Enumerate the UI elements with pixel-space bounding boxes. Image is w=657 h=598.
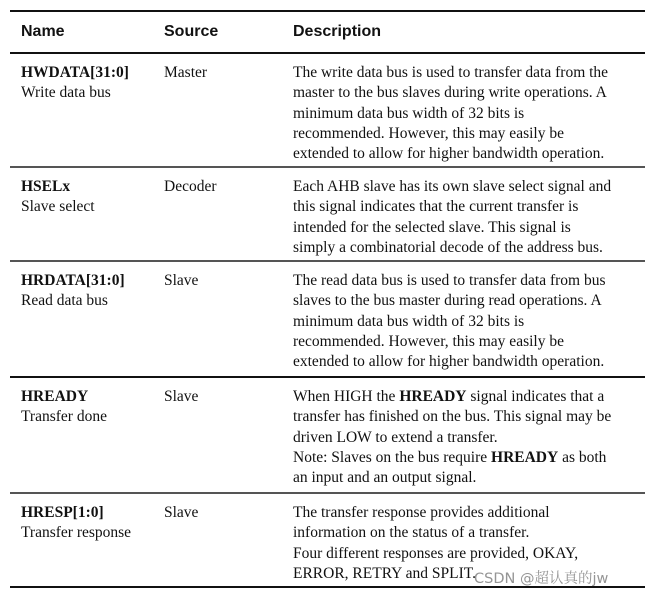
watermark: CSDN @超认真的jw: [474, 571, 609, 587]
text-run: as both: [558, 448, 607, 466]
signal-table: [10, 10, 645, 588]
description-line: Each AHB slave has its own slave select signal and: [293, 178, 612, 195]
description-line: The transfer response provides additional: [293, 504, 550, 521]
header-description: Description: [293, 23, 382, 40]
description-line: extended to allow for higher bandwidth operation.: [293, 145, 605, 163]
header-source: Source: [164, 23, 219, 40]
signal-label: Transfer response: [21, 524, 132, 542]
signal-name-cell: [21, 503, 161, 544]
table-row: [10, 168, 645, 262]
description-line: The write data bus is used to transfer data from the: [293, 64, 609, 81]
description-line: this signal indicates that the current transfer is: [293, 198, 579, 216]
description-line: minimum data bus width of 32 bits is: [293, 104, 525, 122]
signal-description: [293, 63, 643, 164]
signal-source: Master: [164, 64, 208, 81]
signal-name: HSELx: [21, 178, 71, 195]
description-line: The read data bus is used to transfer data from bus: [293, 272, 606, 289]
text-run: signal indicates that a: [466, 388, 605, 405]
description-line: ERROR, RETRY and SPLIT.: [293, 564, 476, 582]
signal-name: HRESP[1:0]: [21, 504, 104, 521]
signal-description: [293, 271, 643, 372]
description-line: [293, 387, 643, 407]
description-line: master to the bus slaves during write operations. A: [293, 84, 607, 102]
header-name: Name: [21, 23, 65, 40]
signal-label: Read data bus: [21, 292, 108, 310]
description-line: slaves to the bus master during read operations. A: [293, 292, 602, 310]
table-row: [10, 54, 645, 168]
table-header: [10, 12, 645, 54]
signal-name: HRDATA[31:0]: [21, 272, 125, 289]
table-row: [10, 378, 645, 494]
signal-name-cell: [21, 177, 161, 218]
text-run: When HIGH the: [293, 388, 400, 405]
description-line: Four different responses are provided, OKAY,: [293, 544, 579, 562]
signal-label: Slave select: [21, 198, 95, 216]
table-row: [10, 262, 645, 378]
description-line: minimum data bus width of 32 bits is: [293, 312, 525, 330]
signal-name: HWDATA[31:0]: [21, 64, 129, 81]
signal-emphasis: HREADY: [399, 388, 467, 405]
description-line: recommended. However, this may easily be: [293, 332, 564, 350]
signal-description: [293, 177, 643, 258]
description-line: intended for the selected slave. This signal is: [293, 218, 571, 236]
signal-source: Slave: [164, 504, 199, 521]
description-line: extended to allow for higher bandwidth operation.: [293, 353, 605, 371]
signal-source: Decoder: [164, 178, 217, 195]
description-line: transfer has finished on the bus. This signal may be: [293, 408, 612, 426]
signal-name-cell: [21, 271, 161, 312]
signal-name-cell: [21, 387, 161, 428]
signal-source: Slave: [164, 272, 199, 289]
description-line: [293, 448, 643, 468]
signal-label: Write data bus: [21, 84, 111, 102]
text-run: Note: Slaves on the bus require: [293, 448, 492, 466]
signal-label: Transfer done: [21, 408, 107, 426]
description-line: information on the status of a transfer.: [293, 524, 530, 542]
description-line: driven LOW to extend a transfer.: [293, 428, 498, 446]
signal-source: Slave: [164, 388, 199, 405]
signal-description: [293, 387, 643, 488]
description-line: an input and an output signal.: [293, 469, 477, 487]
description-line: recommended. However, this may easily be: [293, 124, 564, 142]
signal-name-cell: [21, 63, 161, 104]
signal-emphasis: HREADY: [491, 448, 559, 466]
signal-name: HREADY: [21, 388, 89, 405]
description-line: simply a combinatorial decode of the address bus.: [293, 238, 603, 256]
